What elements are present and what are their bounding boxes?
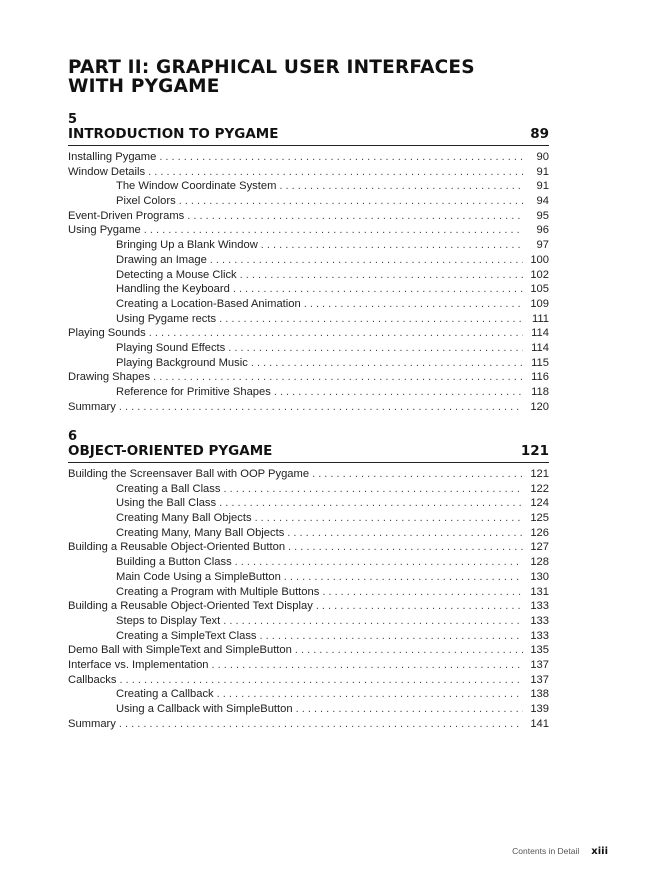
toc-entry-title: Window Details (68, 165, 146, 178)
dot-leader (261, 238, 523, 253)
toc-entry-page: 96 (536, 224, 549, 237)
toc-entry[interactable] (68, 312, 549, 327)
toc-entry[interactable] (68, 540, 549, 555)
page-footer (512, 846, 608, 857)
toc-entry[interactable] (68, 150, 549, 165)
toc-entry-page: 141 (530, 717, 549, 730)
toc-entry-page: 105 (530, 283, 549, 296)
dot-leader (233, 282, 523, 297)
dot-leader (287, 526, 523, 541)
toc-entry-title: Creating a Ball Class (116, 482, 221, 495)
toc-entry-page: 133 (530, 614, 549, 627)
dot-leader (304, 297, 523, 312)
toc-entry-page: 127 (530, 541, 549, 554)
dot-leader (279, 179, 523, 194)
toc-entry-page: 128 (530, 556, 549, 569)
toc-entry-page: 116 (531, 371, 549, 384)
toc-entry-page: 138 (530, 688, 549, 701)
dot-leader (159, 150, 523, 165)
chapter-entries (68, 150, 549, 414)
chapter-number: 5 (68, 112, 78, 127)
toc-entry-title: Bringing Up a Blank Window (116, 239, 258, 252)
toc-entry-page: 126 (530, 526, 549, 539)
toc-entry[interactable] (68, 400, 549, 415)
toc-entry[interactable] (68, 179, 549, 194)
toc-entry-title: Playing Sound Effects (116, 341, 226, 354)
toc-entry-page: 133 (530, 600, 549, 613)
toc-entry-title: Summary (68, 400, 116, 413)
toc-entry[interactable] (68, 165, 549, 180)
dot-leader (240, 268, 523, 283)
dot-leader (228, 341, 523, 356)
toc-entry-page: 111 (531, 312, 549, 325)
footer-label: Contents in Detail (512, 846, 580, 856)
toc-entry[interactable] (68, 643, 549, 658)
toc-entry-page: 135 (530, 644, 549, 657)
dot-leader (255, 511, 523, 526)
toc-entry-page: 91 (536, 180, 549, 193)
toc-entry-title: Using a Callback with SimpleButton (116, 703, 293, 715)
dot-leader (217, 687, 523, 702)
dot-leader (144, 223, 523, 238)
toc-entry-page: 115 (531, 356, 549, 369)
toc-entry-page: 124 (530, 497, 549, 510)
toc-entry-title: Drawing an Image (116, 253, 207, 266)
dot-leader (219, 312, 523, 327)
toc-entry-title: Building a Button Class (116, 556, 232, 569)
toc-entry[interactable] (68, 658, 549, 673)
toc-entry-title: Building the Screensaver Ball with OOP Pygame (68, 468, 310, 480)
toc-entry-page: 130 (530, 570, 549, 583)
toc-entry-page: 94 (536, 195, 549, 208)
dot-leader (288, 540, 523, 555)
dot-leader (149, 326, 523, 341)
dot-leader (187, 209, 523, 224)
toc-entry-title: Creating a Program with Multiple Buttons (116, 585, 320, 598)
toc-entry[interactable] (68, 356, 549, 371)
toc-entry[interactable] (68, 629, 549, 644)
dot-leader (148, 165, 523, 180)
dot-leader (296, 702, 523, 717)
dot-leader (223, 482, 523, 497)
toc-entry-title: Using the Ball Class (116, 497, 217, 510)
toc-entry-page: 95 (536, 209, 549, 222)
dot-leader (120, 673, 524, 688)
toc-entry-page: 109 (530, 297, 549, 310)
toc-entry-title: Using Pygame (68, 224, 141, 237)
toc-entry[interactable] (68, 238, 549, 253)
dot-leader (312, 467, 523, 482)
toc-entry[interactable] (68, 570, 549, 585)
toc-entry-title: Using Pygame rects (116, 312, 217, 325)
toc-entry-title: Callbacks (68, 673, 117, 686)
dot-leader (119, 400, 523, 415)
toc-entry[interactable] (68, 702, 549, 717)
toc-entry[interactable] (68, 253, 549, 268)
chapter-page: 121 (520, 443, 549, 459)
toc-entry[interactable] (68, 599, 549, 614)
toc-entry-page: 125 (530, 512, 549, 525)
toc-entry-page: 139 (530, 703, 549, 715)
toc-entry[interactable] (68, 511, 549, 526)
toc-entry-title: Pixel Colors (116, 195, 176, 208)
chapter-5 (68, 113, 549, 414)
toc-entry-title: Event-Driven Programs (68, 209, 185, 222)
toc-entry-title: Drawing Shapes (68, 371, 151, 384)
toc-entry[interactable] (68, 687, 549, 702)
toc-entry-title: Summary (68, 717, 116, 730)
toc-entry-page: 114 (531, 341, 549, 354)
toc-entry-page: 133 (530, 629, 549, 642)
toc-entry-page: 131 (530, 585, 549, 598)
chapter-page: 89 (530, 126, 549, 142)
chapter-heading[interactable] (68, 444, 549, 463)
dot-leader (210, 253, 523, 268)
toc-entry-page: 97 (536, 239, 549, 252)
dot-leader (219, 496, 523, 511)
toc-entry[interactable] (68, 209, 549, 224)
toc-entry-page: 137 (530, 673, 549, 686)
toc-entry-title: Steps to Display Text (116, 614, 221, 627)
toc-entry-title: Main Code Using a SimpleButton (116, 570, 281, 583)
toc-entry[interactable] (68, 673, 549, 688)
toc-entry-title: Building a Reusable Object-Oriented Text Display (68, 600, 313, 613)
toc-entry-page: 122 (530, 482, 549, 495)
dot-leader (322, 585, 523, 600)
toc-entry-title: Handling the Keyboard (116, 283, 230, 296)
dot-leader (119, 717, 523, 732)
toc-entry-title: Building a Reusable Object-Oriented Button (68, 541, 286, 554)
toc-entry[interactable] (68, 268, 549, 283)
toc-entry-title: Playing Background Music (116, 356, 248, 369)
chapter-title: INTRODUCTION TO PYGAME (68, 126, 279, 142)
part-title-line-2: WITH PYGAME (68, 76, 220, 97)
toc-entry-page: 114 (531, 327, 549, 340)
toc-entry[interactable] (68, 385, 549, 400)
toc-entry-page: 118 (531, 386, 549, 398)
toc-entry-page: 120 (530, 400, 549, 413)
toc-entry-title: The Window Coordinate System (116, 180, 277, 193)
dot-leader (316, 599, 523, 614)
toc-entry[interactable] (68, 341, 549, 356)
toc-entry-page: 100 (530, 253, 549, 266)
toc-entry[interactable] (68, 467, 549, 482)
toc-entry[interactable] (68, 370, 549, 385)
toc-entry-title: Reference for Primitive Shapes (116, 386, 271, 398)
chapter-entries (68, 467, 549, 731)
dot-leader (223, 614, 523, 629)
toc-entry-page: 121 (530, 468, 549, 480)
toc-entry-title: Creating Many Ball Objects (116, 512, 252, 525)
toc-entry-title: Creating Many, Many Ball Objects (116, 526, 285, 539)
dot-leader (251, 356, 523, 371)
toc-entry-page: 91 (536, 165, 549, 178)
toc-entry[interactable] (68, 717, 549, 732)
footer-page-number: xiii (591, 846, 608, 857)
toc-entry[interactable] (68, 297, 549, 312)
toc-entry[interactable] (68, 496, 549, 511)
chapter-heading[interactable] (68, 127, 549, 146)
toc-entry-page: 90 (536, 151, 549, 163)
dot-leader (235, 555, 523, 570)
dot-leader (153, 370, 523, 385)
chapter-number: 6 (68, 429, 78, 444)
toc-entry[interactable] (68, 585, 549, 600)
chapter-title: OBJECT-ORIENTED PYGAME (68, 443, 273, 459)
dot-leader (260, 629, 523, 644)
toc-entry-title: Creating a Callback (116, 688, 214, 701)
dot-leader (295, 643, 523, 658)
toc-entry-page: 137 (530, 658, 549, 671)
chapter-6 (68, 430, 549, 731)
toc-entry-title: Interface vs. Implementation (68, 658, 209, 671)
toc-entry[interactable] (68, 614, 549, 629)
part-title (68, 58, 568, 96)
toc-entry-title: Detecting a Mouse Click (116, 268, 237, 281)
toc-entry-title: Creating a Location-Based Animation (116, 297, 301, 310)
dot-leader (212, 658, 523, 673)
toc-entry[interactable] (68, 526, 549, 541)
toc-entry-title: Demo Ball with SimpleText and SimpleButton (68, 644, 292, 657)
toc-entry-title: Installing Pygame (68, 151, 157, 163)
dot-leader (274, 385, 523, 400)
toc-entry-title: Creating a SimpleText Class (116, 629, 257, 642)
toc-entry[interactable] (68, 223, 549, 238)
toc-entry[interactable] (68, 282, 549, 297)
part-title-line-1: PART II: GRAPHICAL USER INTERFACES (68, 57, 475, 78)
toc-entry[interactable] (68, 555, 549, 570)
toc-entry[interactable] (68, 482, 549, 497)
toc-entry[interactable] (68, 326, 549, 341)
toc-entry[interactable] (68, 194, 549, 209)
toc-entry-page: 102 (530, 268, 549, 281)
dot-leader (284, 570, 523, 585)
dot-leader (179, 194, 523, 209)
toc-entry-title: Playing Sounds (68, 327, 146, 340)
